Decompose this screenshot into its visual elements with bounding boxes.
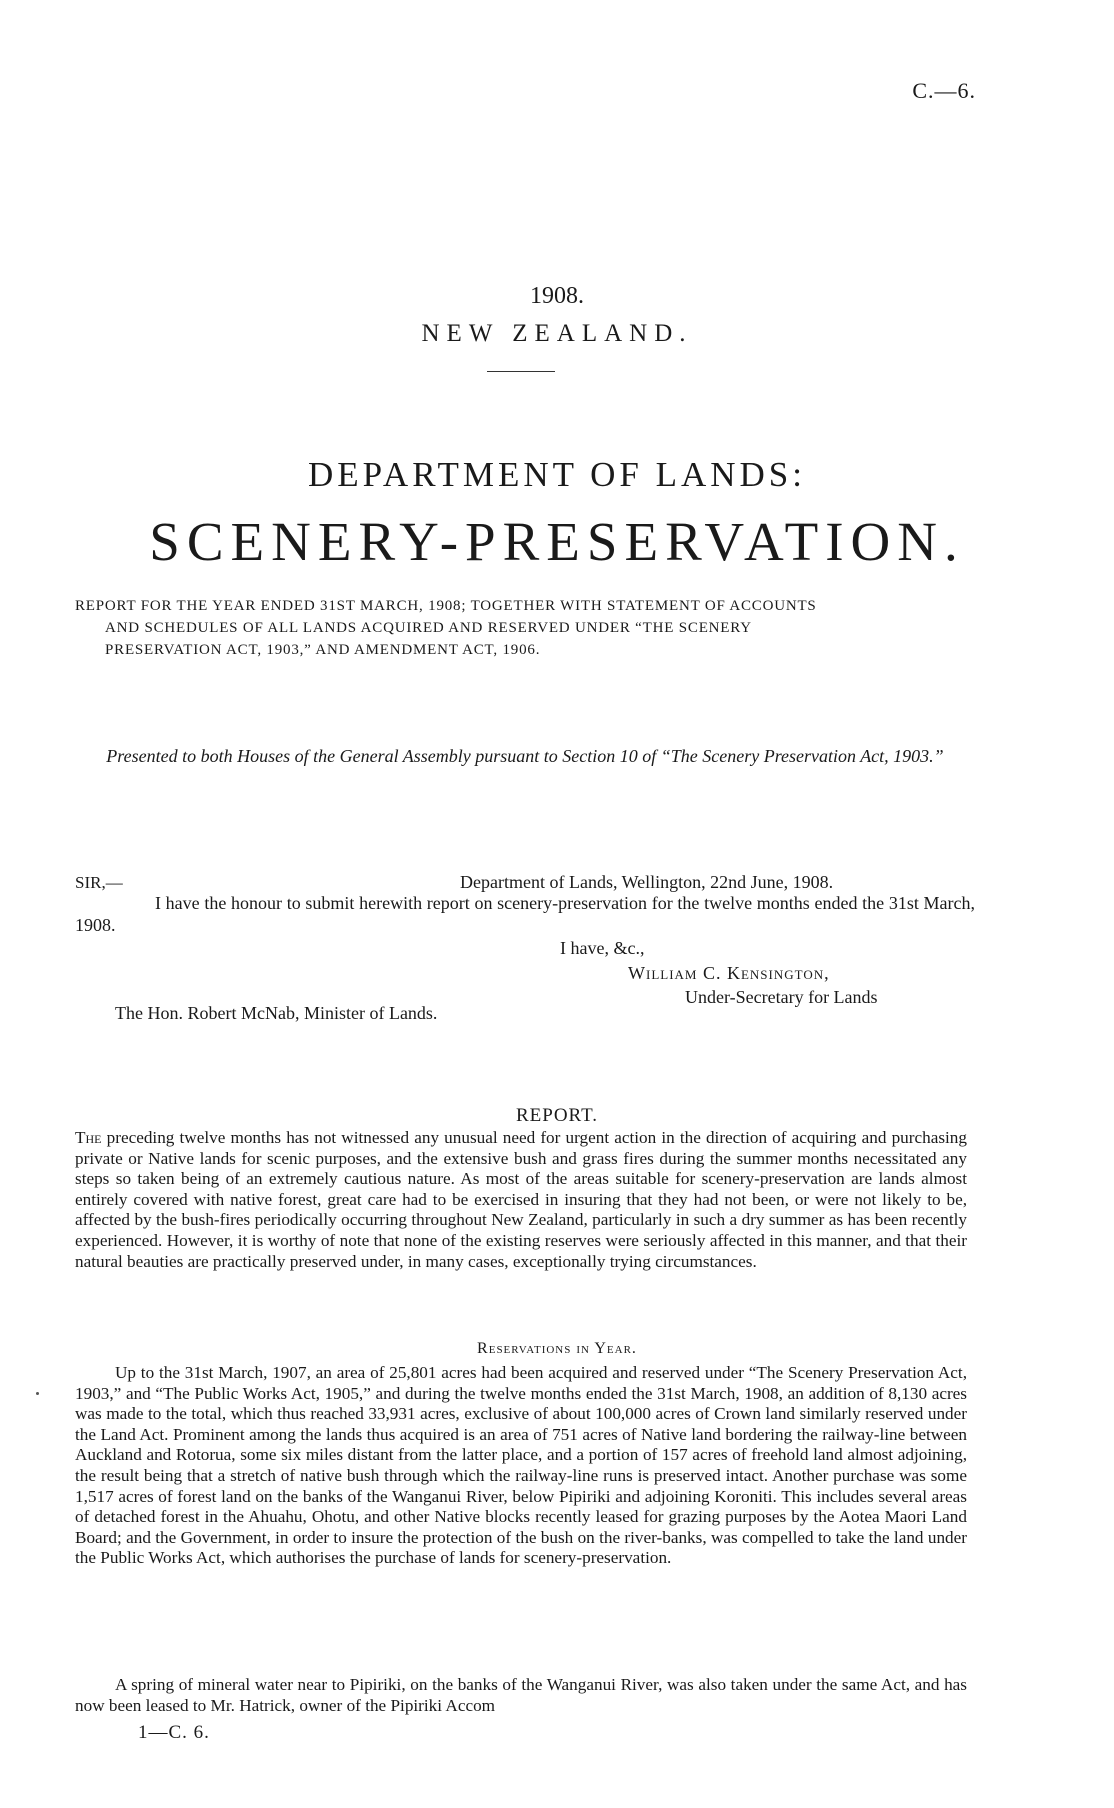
footer-page-reference: 1—C. 6. [138, 1722, 210, 1743]
report-paragraph: A spring of mineral water near to Pipiriki, on the banks of the Wanganui River, was also taken under the same Act, and has now been leased to Mr. Hatrick, owner of the Pipiriki Accom [75, 1675, 967, 1715]
report-paragraph [75, 1128, 967, 1272]
margin-mark [36, 1392, 39, 1395]
report-paragraph: Up to the 31st March, 1907, an area of 25,801 acres had been acquired and reserved under “The Scenery Preservation Act, 1903,” and “The Public Works Act, 1905,” and during the twelve months ended the 31st March, 1908, an addition of 8,130 acres was made to the total, which thus reached 33,931 acres, exclusive of about 100,000 acres of Crown land similarly reserved under the Land Act. Prominent among the lands thus acquired is an area of 751 acres of Native land bordering the railway-line between Auckland and Rotorua, some six miles distant from the latter place, and a portion of 157 acres of freehold land almost adjoining, the result being that a stretch of native bush through which the railway-line runs is preserved intact. Another purchase was some 1,517 acres of forest land on the banks of the Wanganui River, below Pipiriki and adjoining Koroniti. This includes several areas of detached forest in the Ahuahu, Ohotu, and other Native blocks recently leased for grazing purposes by the Aotea Maori Land Board; and the Government, in order to insure the protection of the bush on the river-banks, was compelled to take the land under the Public Works Act, which authorises the purchase of lands for scenery-preservation. [75, 1363, 967, 1568]
subtitle-line: PRESERVATION ACT, 1903,” AND AMENDMENT ACT, 1906. [105, 642, 541, 658]
country-heading: NEW ZEALAND. [421, 320, 693, 347]
report-subtitle [75, 595, 975, 661]
report-heading: REPORT. [515, 1105, 599, 1126]
document-title: SCENERY-PRESERVATION. [149, 511, 965, 572]
letter-body: I have the honour to submit herewith report on scenery-preservation for the twelve months ended the 31st March, 1908. [75, 893, 975, 935]
document-year: 1908. [530, 283, 584, 309]
section-subheading: Reservations in Year. [477, 1340, 637, 1357]
title-divider [487, 371, 555, 372]
letter-addressee: The Hon. Robert McNab, Minister of Lands. [115, 1003, 438, 1023]
department-heading: DEPARTMENT OF LANDS: [308, 455, 806, 494]
letter-dateline: Department of Lands, Wellington, 22nd June, 1908. [460, 872, 834, 892]
letter-salutation: SIR,— [75, 873, 123, 892]
subtitle-line: AND SCHEDULES OF ALL LANDS ACQUIRED AND RESERVED UNDER “THE SCENERY [105, 620, 752, 636]
presentation-note: Presented to both Houses of the General Assembly pursuant to Section 10 of “The Scenery Preservation Act, 1903.” [106, 746, 944, 766]
signatory-title: Under-Secretary for Lands [685, 987, 878, 1007]
page-reference: C.—6. [912, 78, 976, 103]
subtitle-line: REPORT FOR THE YEAR ENDED 31ST MARCH, 1908; TOGETHER WITH STATEMENT OF ACCOUNTS [75, 598, 817, 614]
paragraph-lead-word: The [75, 1128, 102, 1147]
letter-signatory: William C. Kensington, [628, 963, 830, 983]
letter-closing: I have, &c., [560, 938, 645, 958]
paragraph-text: preceding twelve months has not witnessed any unusual need for urgent action in the direction of acquiring and purchasing private or Native lands for scenic purposes, and the extensive bush and grass fires during the summer months necessitated any steps so taken being of an extremely cautious nature. As most of the areas suitable for scenery-preservation are lands almost entirely covered with native forest, great care had to be exercised in insuring that they had not been, or were not likely to be, affected by the bush-fires periodically occurring throughout New Zealand, particularly in such a dry summer as has been recently experienced. However, it is worthy of note that none of the existing reserves were seriously affected in this manner, and that their natural beauties are practically preserved under, in many cases, exceptionally trying circumstances. [75, 1128, 967, 1271]
